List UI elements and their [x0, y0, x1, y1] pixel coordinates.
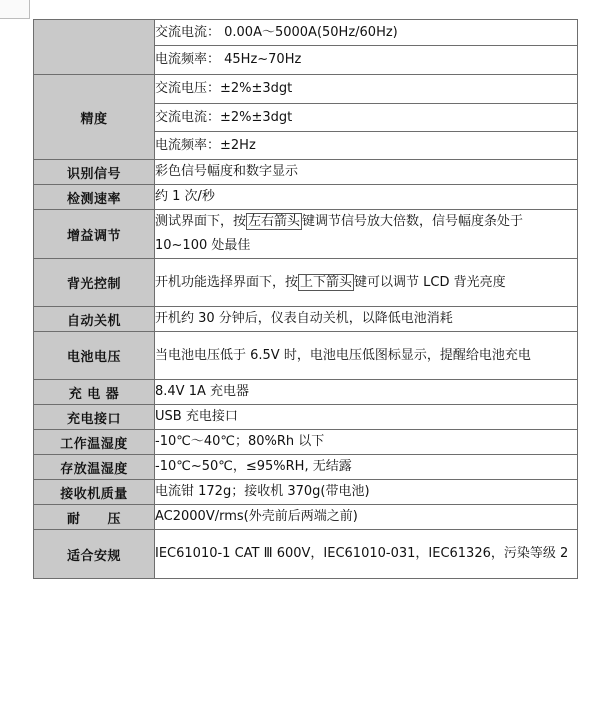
table-row — [34, 185, 578, 210]
spec-label: 检测速率 — [34, 185, 155, 210]
spec-label — [34, 20, 155, 75]
table-corner-stub — [0, 0, 30, 19]
spec-text-segment: 开机功能选择界面下，按 — [155, 274, 299, 290]
spec-value: 当电池电压低于 6.5V 时，电池电压低图标显示，提醒给电池充电 — [155, 332, 578, 380]
spec-value — [155, 259, 578, 307]
table-row — [34, 307, 578, 332]
spec-text-segment: 键可以调节 LCD 背光亮度 — [354, 274, 506, 290]
table-row — [34, 332, 578, 380]
spec-value: 电流钳 172g；接收机 370g(带电池) — [155, 480, 578, 505]
spec-value: 电流频率：±2Hz — [155, 132, 578, 160]
spec-text-segment: 键调节信号放大倍数，信号幅度条处于 10~100 处最佳 — [155, 214, 524, 253]
spec-value: 交流电流：±2%±3dgt — [155, 104, 578, 132]
table-row — [34, 505, 578, 530]
table-row — [34, 480, 578, 505]
spec-label: 背光控制 — [34, 259, 155, 307]
table-row — [34, 210, 578, 259]
spec-value: IEC61010-1 CAT Ⅲ 600V，IEC61010-031，IEC61326，污染等级 2 — [155, 530, 578, 579]
spec-value: -10℃～40℃；80%Rh 以下 — [155, 430, 578, 455]
spec-label: 识别信号 — [34, 160, 155, 185]
spec-label: 耐 压 — [34, 505, 155, 530]
spec-label: 增益调节 — [34, 210, 155, 259]
spec-value: 交流电压：±2%±3dgt — [155, 75, 578, 104]
table-row — [34, 380, 578, 405]
spec-label: 适合安规 — [34, 530, 155, 579]
spec-value: 8.4V 1A 充电器 — [155, 380, 578, 405]
table-row — [34, 259, 578, 307]
spec-text-segment: 测试界面下，按 — [155, 214, 247, 229]
spec-label: 精度 — [34, 75, 155, 160]
spec-label: 电池电压 — [34, 332, 155, 380]
spec-value: AC2000V/rms(外壳前后两端之前) — [155, 505, 578, 530]
spec-label: 充 电 器 — [34, 380, 155, 405]
spec-table — [33, 19, 578, 579]
table-row — [34, 530, 578, 579]
key-name-highlight: 左右箭头 — [248, 214, 301, 229]
spec-value: 彩色信号幅度和数字显示 — [155, 160, 578, 185]
spec-label: 工作温湿度 — [34, 430, 155, 455]
table-row — [34, 160, 578, 185]
spec-value: -10℃~50℃，≤95%RH, 无结露 — [155, 455, 578, 480]
table-row — [34, 20, 578, 46]
table-row — [34, 455, 578, 480]
table-row — [34, 405, 578, 430]
spec-label: 存放温湿度 — [34, 455, 155, 480]
spec-label: 充电接口 — [34, 405, 155, 430]
spec-value: 开机约 30 分钟后，仪表自动关机，以降低电池消耗 — [155, 307, 578, 332]
spec-label: 接收机质量 — [34, 480, 155, 505]
table-row — [34, 75, 578, 104]
spec-value: USB 充电接口 — [155, 405, 578, 430]
spec-value: 约 1 次/秒 — [155, 185, 578, 210]
key-name-highlight: 上下箭头 — [300, 274, 353, 290]
spec-label: 自动关机 — [34, 307, 155, 332]
table-row — [34, 430, 578, 455]
spec-value: 电流频率： 45Hz~70Hz — [155, 46, 578, 75]
spec-value — [155, 210, 578, 259]
spec-value: 交流电流： 0.00A～5000A(50Hz/60Hz) — [155, 20, 578, 46]
